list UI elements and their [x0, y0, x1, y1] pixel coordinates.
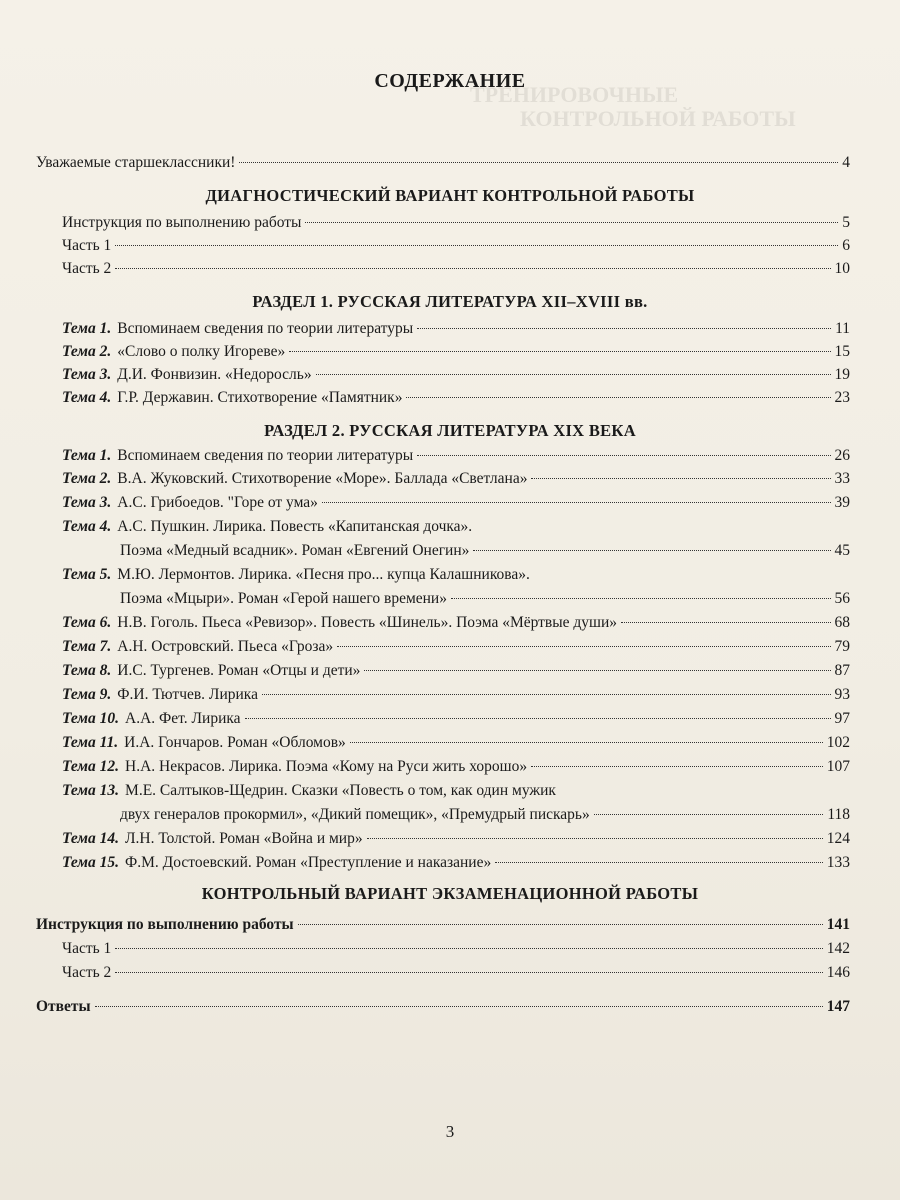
toc-entry-label: И.С. Тургенев. Роман «Отцы и дети» — [117, 662, 361, 679]
toc-entry-continuation: двух генералов прокормил», «Дикий помещик», «Премудрый пискарь» — [120, 806, 590, 823]
leader-dots — [337, 646, 830, 647]
toc-entry-label: Вспоминаем сведения по теории литературы — [117, 447, 414, 464]
toc-page-number: 133 — [826, 854, 850, 871]
tema-label: Тема 10. — [62, 710, 120, 727]
toc-entry-label: М.Е. Салтыков-Щедрин. Сказки «Повесть о том, как один мужик — [125, 782, 556, 799]
show-through-text: ТРЕНИРОВОЧНЫЕ — [470, 82, 679, 107]
leader-dots — [531, 478, 830, 479]
tema-label: Тема 1. — [62, 447, 112, 464]
toc-entry[interactable] — [120, 804, 850, 826]
toc-entry[interactable] — [62, 212, 850, 234]
toc-entry-continuation: Поэма «Мцыри». Роман «Герой нашего времени» — [120, 590, 447, 607]
toc-page-number: 68 — [834, 614, 850, 631]
toc-entry-answers[interactable] — [36, 996, 850, 1018]
leader-dots — [289, 351, 830, 352]
toc-page-number: 93 — [834, 686, 850, 703]
leader-dots — [406, 397, 830, 398]
toc-page-number: 10 — [834, 260, 850, 277]
toc-entry[interactable] — [62, 387, 850, 409]
tema-label: Тема 4. — [62, 389, 112, 406]
leader-dots — [364, 670, 830, 671]
tema-label: Тема 14. — [62, 830, 120, 847]
toc-entry-label: Часть 2 — [62, 260, 112, 277]
toc-page-number: 11 — [835, 320, 850, 337]
leader-dots — [417, 328, 831, 329]
leader-dots — [95, 1006, 823, 1007]
section-header-razdel-2: РАЗДЕЛ 2. РУССКАЯ ЛИТЕРАТУРА XIX ВЕКА — [264, 421, 636, 440]
toc-entry-label: «Слово о полку Игореве» — [117, 343, 286, 360]
toc-entry-first-line[interactable] — [62, 564, 530, 586]
toc-entry-label: А.С. Грибоедов. "Горе от ума» — [117, 494, 318, 511]
leader-dots — [262, 694, 831, 695]
leader-dots — [305, 222, 838, 223]
leader-dots — [367, 838, 823, 839]
toc-entry[interactable] — [62, 938, 850, 960]
toc-page-number: 118 — [827, 806, 850, 823]
toc-entry[interactable] — [62, 341, 850, 363]
toc-entry[interactable] — [62, 756, 850, 778]
tema-label: Тема 3. — [62, 494, 112, 511]
tema-label: Тема 11. — [62, 734, 119, 751]
leader-dots — [451, 598, 831, 599]
toc-entry-label: А.Н. Островский. Пьеса «Гроза» — [117, 638, 334, 655]
leader-dots — [473, 550, 830, 551]
leader-dots — [115, 245, 838, 246]
toc-entry-label: Ф.И. Тютчев. Лирика — [117, 686, 258, 703]
toc-entry-first-line[interactable] — [62, 780, 556, 802]
toc-entry-label: А.С. Пушкин. Лирика. Повесть «Капитанская дочка». — [117, 518, 473, 535]
toc-entry-label: М.Ю. Лермонтов. Лирика. «Песня про... купца Калашникова». — [117, 566, 530, 583]
tema-label: Тема 7. — [62, 638, 112, 655]
toc-title: СОДЕРЖАНИЕ — [374, 70, 526, 92]
toc-entry-label: Инструкция по выполнению работы — [62, 214, 302, 231]
leader-dots — [417, 455, 830, 456]
toc-entry[interactable] — [62, 492, 850, 514]
toc-page-number: 4 — [842, 154, 850, 171]
tema-label: Тема 9. — [62, 686, 112, 703]
leader-dots — [322, 502, 831, 503]
toc-entry[interactable] — [62, 660, 850, 682]
toc-entry[interactable] — [62, 636, 850, 658]
toc-page-number: 23 — [834, 389, 850, 406]
leader-dots — [115, 268, 830, 269]
toc-page-number: 56 — [834, 590, 850, 607]
toc-entry-label: Н.В. Гоголь. Пьеса «Ревизор». Повесть «Шинель». Поэма «Мёртвые души» — [117, 614, 618, 631]
leader-dots — [531, 766, 823, 767]
toc-entry-label: Инструкция по выполнению работы — [36, 916, 294, 933]
toc-entry[interactable] — [62, 962, 850, 984]
tema-label: Тема 2. — [62, 343, 112, 360]
section-header-exam: КОНТРОЛЬНЫЙ ВАРИАНТ ЭКЗАМЕНАЦИОННОЙ РАБОТЫ — [201, 884, 699, 903]
toc-page-number: 39 — [834, 494, 850, 511]
leader-dots — [115, 948, 822, 949]
toc-entry-label: И.А. Гончаров. Роман «Обломов» — [124, 734, 346, 751]
toc-page-number: 87 — [834, 662, 850, 679]
toc-entry-label: Ответы — [36, 998, 91, 1015]
show-through-text: КОНТРОЛЬНОЙ РАБОТЫ — [520, 106, 796, 131]
toc-entry[interactable] — [62, 732, 850, 754]
leader-dots — [495, 862, 823, 863]
toc-page-number: 107 — [826, 758, 850, 775]
tema-label: Тема 15. — [62, 854, 120, 871]
toc-page-number: 97 — [834, 710, 850, 727]
toc-entry[interactable] — [62, 364, 850, 386]
toc-page-number: 15 — [834, 343, 850, 360]
toc-entry[interactable] — [62, 318, 850, 340]
toc-entry-label: Часть 1 — [62, 237, 112, 254]
toc-entry[interactable] — [62, 828, 850, 850]
tema-label: Тема 5. — [62, 566, 112, 583]
toc-entry-label: Уважаемые старшеклассники! — [36, 154, 236, 171]
toc-page-number: 142 — [826, 940, 850, 957]
toc-page-number: 19 — [834, 366, 850, 383]
toc-entry[interactable] — [36, 914, 850, 936]
toc-entry[interactable] — [62, 684, 850, 706]
leader-dots — [115, 972, 822, 973]
toc-entry-intro[interactable] — [36, 152, 850, 174]
toc-entry[interactable] — [62, 612, 850, 634]
toc-entry-label: Л.Н. Толстой. Роман «Война и мир» — [125, 830, 363, 847]
tema-label: Тема 3. — [62, 366, 112, 383]
leader-dots — [298, 924, 823, 925]
toc-entry-label: Г.Р. Державин. Стихотворение «Памятник» — [117, 389, 403, 406]
toc-entry[interactable] — [62, 708, 850, 730]
toc-page-number: 147 — [826, 998, 850, 1015]
toc-page-number: 102 — [826, 734, 850, 751]
leader-dots — [316, 374, 831, 375]
section-header-razdel-1: РАЗДЕЛ 1. РУССКАЯ ЛИТЕРАТУРА XII–XVIII вв. — [252, 292, 648, 311]
toc-page-number: 6 — [842, 237, 850, 254]
toc-entry-label: В.А. Жуковский. Стихотворение «Море». Баллада «Светлана» — [117, 470, 528, 487]
toc-page-number: 26 — [834, 447, 850, 464]
toc-page-number: 79 — [834, 638, 850, 655]
toc-entry-label: Н.А. Некрасов. Лирика. Поэма «Кому на Руси жить хорошо» — [125, 758, 528, 775]
tema-label: Тема 6. — [62, 614, 112, 631]
toc-entry[interactable] — [120, 588, 850, 610]
tema-label: Тема 4. — [62, 518, 112, 535]
toc-page-number: 5 — [842, 214, 850, 231]
toc-page-number: 124 — [826, 830, 850, 847]
section-header-diagnostic: ДИАГНОСТИЧЕСКИЙ ВАРИАНТ КОНТРОЛЬНОЙ РАБОТЫ — [205, 186, 695, 205]
toc-entry[interactable] — [62, 258, 850, 280]
toc-entry[interactable] — [62, 852, 850, 874]
toc-page-number: 146 — [826, 964, 850, 981]
toc-entry-label: А.А. Фет. Лирика — [125, 710, 241, 727]
toc-entry[interactable] — [62, 445, 850, 467]
toc-entry-label: Часть 2 — [62, 964, 112, 981]
toc-entry[interactable] — [62, 235, 850, 257]
toc-entry-label: Часть 1 — [62, 940, 112, 957]
leader-dots — [239, 162, 838, 163]
toc-entry-label: Д.И. Фонвизин. «Недоросль» — [117, 366, 312, 383]
toc-entry-label: Вспоминаем сведения по теории литературы — [117, 320, 414, 337]
leader-dots — [621, 622, 830, 623]
toc-entry[interactable] — [120, 540, 850, 562]
toc-page-number: 45 — [834, 542, 850, 559]
toc-entry-first-line[interactable] — [62, 516, 472, 538]
tema-label: Тема 12. — [62, 758, 120, 775]
toc-entry-label: Ф.М. Достоевский. Роман «Преступление и наказание» — [125, 854, 492, 871]
leader-dots — [350, 742, 823, 743]
toc-entry-continuation: Поэма «Медный всадник». Роман «Евгений Онегин» — [120, 542, 470, 559]
page-number: 3 — [445, 1122, 455, 1141]
toc-page-number: 33 — [834, 470, 850, 487]
leader-dots — [245, 718, 831, 719]
tema-label: Тема 1. — [62, 320, 112, 337]
tema-label: Тема 8. — [62, 662, 112, 679]
tema-label: Тема 2. — [62, 470, 112, 487]
toc-page-number: 141 — [826, 916, 850, 933]
leader-dots — [594, 814, 824, 815]
tema-label: Тема 13. — [62, 782, 120, 799]
toc-entry[interactable] — [62, 468, 850, 490]
